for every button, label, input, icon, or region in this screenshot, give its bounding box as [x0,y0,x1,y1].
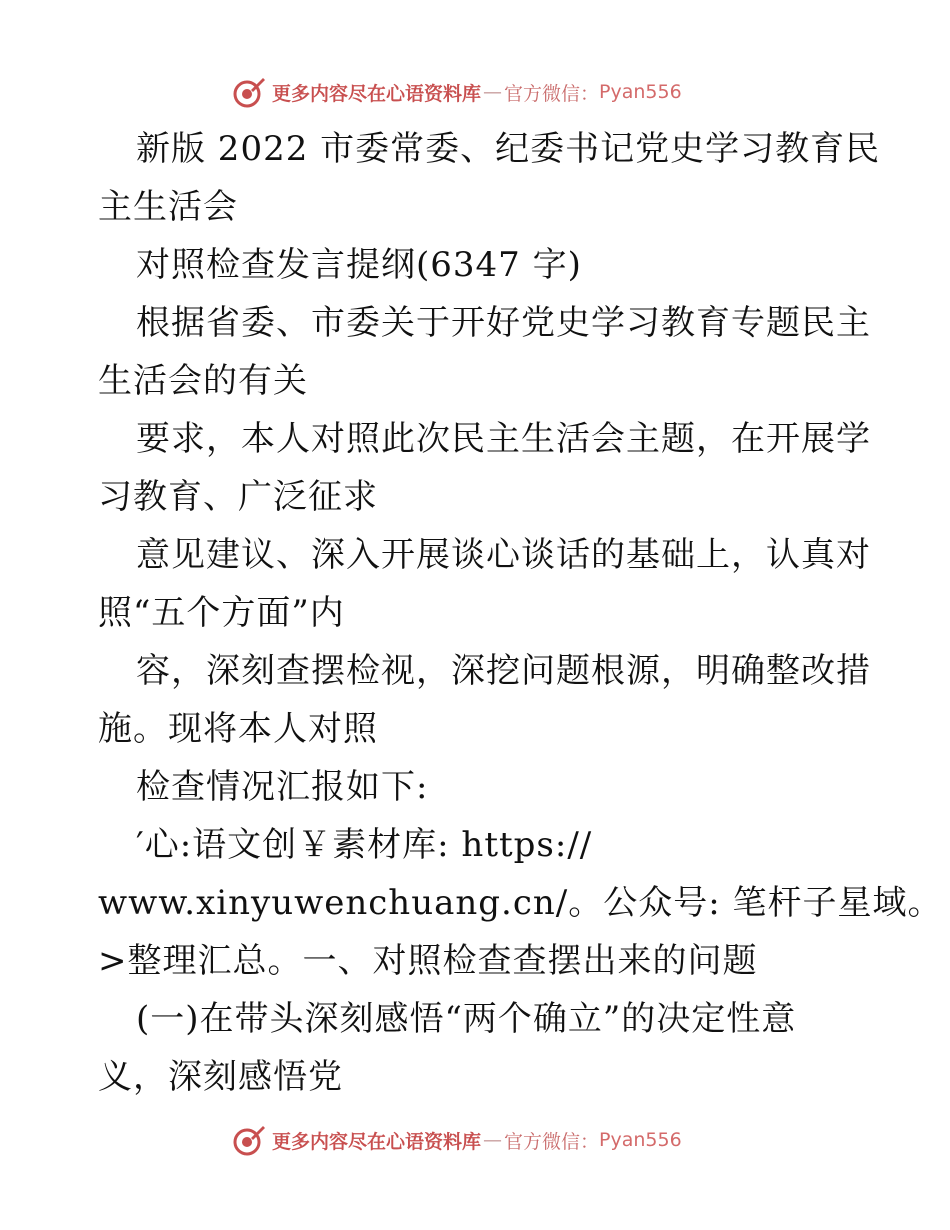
watermark-wechat-id: Pyan556 [599,1129,682,1151]
text-line: 检查情况汇报如下: [136,767,429,807]
watermark-brand: 更多内容尽在心语资料库 [272,82,482,105]
text-line: 照“五个方面”内 [98,593,345,633]
text-line: (一)在带头深刻感悟“两个确立”的决定性意 [136,999,797,1039]
document-body [98,120,943,1106]
text-line: 容，深刻查摆检视，深挖问题根源，明确整改措 [136,651,871,691]
header-watermark [232,72,682,112]
text-line: 意见建议、深入开展谈心谈话的基础上，认真对 [136,535,871,575]
text-line: 义，深刻感悟党 [98,1057,343,1097]
watermark-brand: 更多内容尽在心语资料库 [272,1130,482,1153]
pen-logo-icon [232,75,266,109]
watermark-dash: — [483,1129,503,1151]
watermark-wechat-id: Pyan556 [599,81,682,103]
watermark-official-label: 官方微信： [504,1130,600,1153]
text-line: 根据省委、市委关于开好党史学习教育专题民主 [136,303,871,343]
watermark-dash: — [483,81,503,103]
pen-logo-icon [232,1123,266,1157]
text-line: 生活会的有关 [98,361,308,401]
footer-watermark [232,1120,682,1160]
text-line: 新版 2022 市委常委、纪委书记党史学习教育民 [136,129,881,169]
text-line: >整理汇总。一、对照检查查摆出来的问题 [98,941,758,981]
text-line: 要求，本人对照此次民主生活会主题，在开展学 [136,419,871,459]
text-line: 主生活会 [98,187,238,227]
text-line: 对照检查发言提纲(6347 字) [136,245,582,285]
text-line: www.xinyuwenchuang.cn/。公众号: 笔杆子星域。 [98,883,943,923]
text-line: 施。现将本人对照 [98,709,378,749]
text-line: 习教育、广泛征求 [98,477,378,517]
watermark-official-label: 官方微信： [504,82,600,105]
text-line: ′心:语文创￥素材库: https:// [136,825,593,865]
